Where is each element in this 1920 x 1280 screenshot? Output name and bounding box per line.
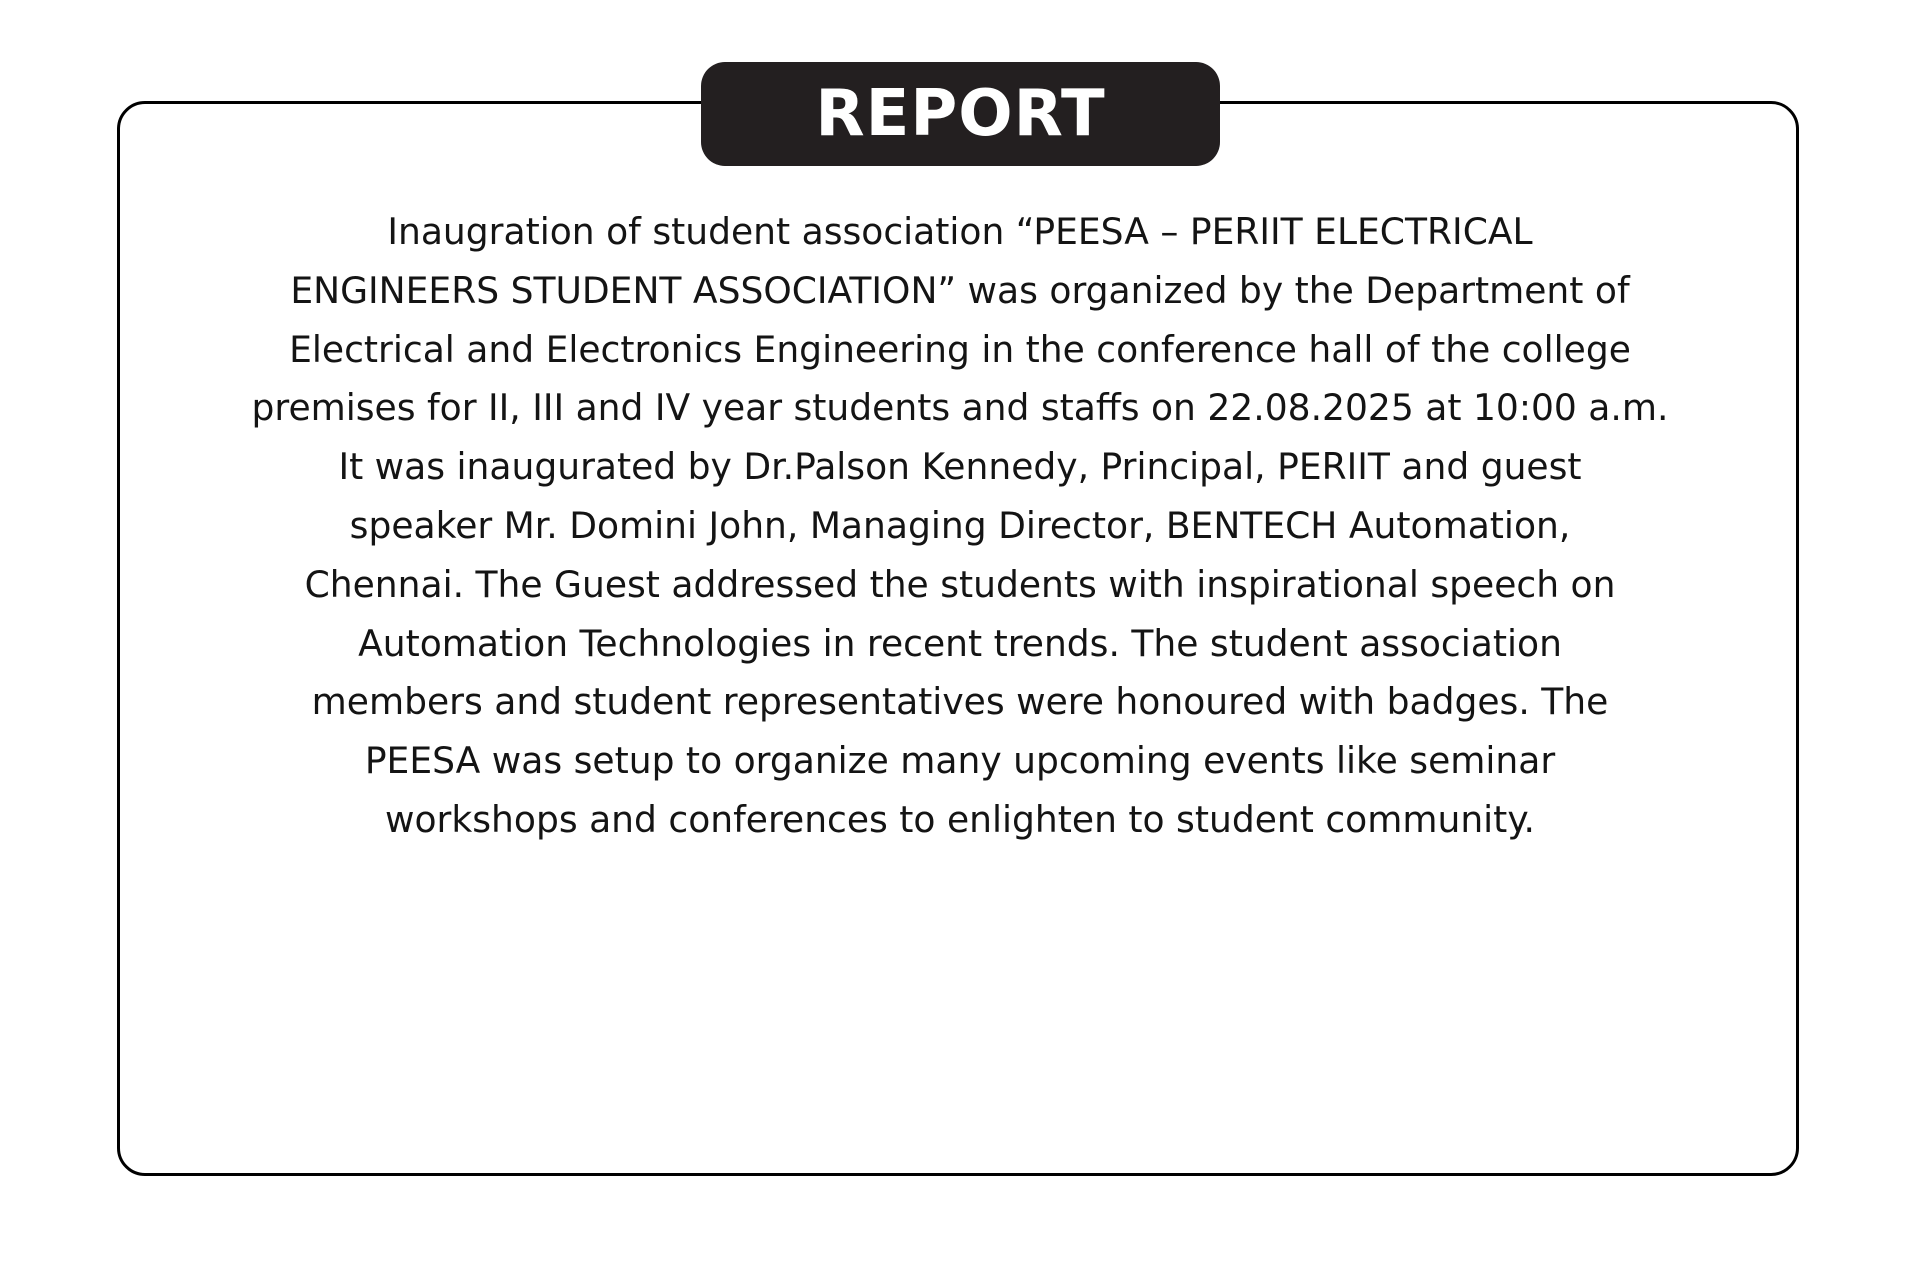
report-line: PEESA was setup to organize many upcoming events like seminar xyxy=(364,739,1556,783)
report-line: Automation Technologies in recent trends. The student association xyxy=(358,621,1562,665)
report-line: It was inaugurated by Dr.Palson Kennedy, Principal, PERIIT and guest xyxy=(338,445,1582,489)
report-line: workshops and conferences to enlighten to student community. xyxy=(385,797,1535,841)
report-title: REPORT xyxy=(815,77,1106,151)
report-body xyxy=(140,203,1780,850)
report-line: Inaugration of student association “PEESA – PERIIT ELECTRICAL xyxy=(387,210,1533,253)
report-line: ENGINEERS STUDENT ASSOCIATION” was organized by the Department of xyxy=(290,268,1630,312)
report-line: Electrical and Electronics Engineering in the conference hall of the college xyxy=(289,327,1631,371)
report-title-badge xyxy=(701,62,1220,166)
report-line: premises for II, III and IV year students and staffs on 22.08.2025 at 10:00 a.m. xyxy=(251,386,1669,430)
report-line: members and student representatives were honoured with badges. The xyxy=(311,680,1609,724)
report-line: Chennai. The Guest addressed the students with inspirational speech on xyxy=(304,562,1616,606)
report-line: speaker Mr. Domini John, Managing Director, BENTECH Automation, xyxy=(349,503,1571,547)
